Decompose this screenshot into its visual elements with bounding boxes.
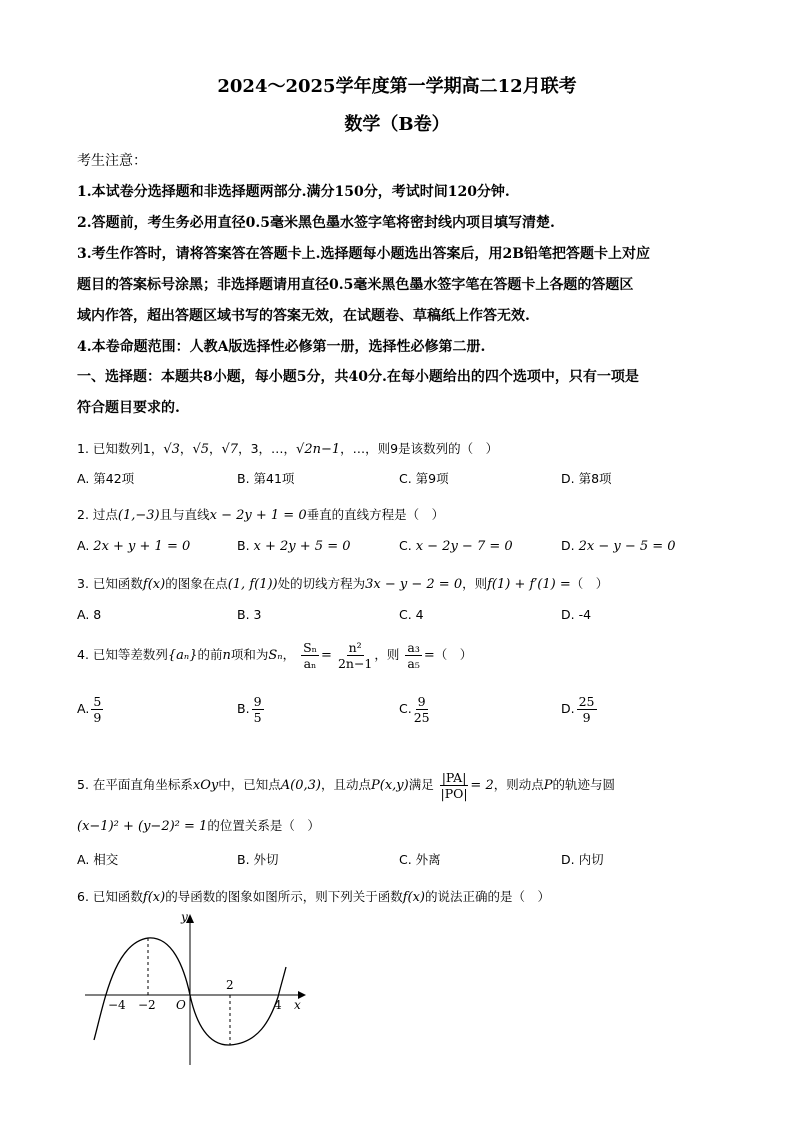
- q6-prefix: 6. 已知函数: [77, 889, 143, 904]
- q5-mid2: ，且动点: [320, 777, 371, 792]
- q4-n: n: [222, 648, 231, 663]
- q4-ratio-num: Sₙ: [303, 640, 318, 655]
- q4-option-d-den: 9: [582, 710, 591, 725]
- q1-suffix: ，…，则9是该数列的（ ）: [340, 441, 499, 456]
- q4-suffix: （ ）: [434, 647, 473, 662]
- q4-target-fraction: [405, 640, 421, 671]
- y-label: y: [181, 910, 188, 924]
- notice-item-1: 1.本试卷分选择题和非选择题两部分.满分150分，考试时间120分钟.: [77, 184, 510, 200]
- q4-eq: =: [321, 648, 332, 663]
- q1-option-c: C. 第9项: [399, 471, 449, 486]
- q5-p: P: [543, 778, 553, 793]
- q4-option-b-num: 9: [253, 694, 262, 709]
- exam-subtitle: 数学（B卷）: [344, 114, 450, 135]
- q3-option-a: A. 8: [77, 607, 102, 622]
- q4-option-d-fraction: [577, 694, 597, 725]
- q3-option-c: C. 4: [399, 607, 424, 622]
- q5-point-a: A(0,3): [280, 778, 321, 793]
- q5-option-d: D. 内切: [561, 852, 604, 867]
- exam-title: 2024～2025学年度第一学期高二12月联考: [217, 76, 577, 97]
- q4-value-num: n²: [348, 640, 362, 655]
- q4-ratio-fraction: [301, 640, 319, 671]
- q1-option-a: A. 第42项: [77, 471, 135, 486]
- q4-sequence: {aₙ}: [167, 648, 198, 663]
- q1-sqrt5: √5: [192, 442, 209, 457]
- tick-label-4: 4: [274, 998, 282, 1012]
- section-line-1: 一、选择题：本题共8小题，每小题5分，共40分.在每小题给出的四个选项中，只有一项是: [77, 369, 639, 385]
- section-heading: [77, 362, 722, 424]
- q4-ratio-den: aₙ: [303, 656, 317, 671]
- q2-option-c-label: C.: [399, 538, 412, 553]
- question-2-stem: [77, 505, 444, 523]
- q1-sqrt7: √7: [221, 442, 239, 457]
- q4-option-d-label: D.: [561, 701, 575, 716]
- q1-prefix: 1. 已知数列1，: [77, 441, 164, 456]
- q1-option-d: D. 第8项: [561, 471, 612, 486]
- q3-suffix: （ ）: [570, 576, 609, 591]
- q6-fx2: f(x): [402, 890, 426, 905]
- notice-item-3a: 3.考生作答时，请将答案答在答题卡上.选择题每小题选出答案后，用2B铅笔把答题卡上对应: [77, 246, 651, 262]
- q6-suffix: 的说法正确的是（ ）: [425, 889, 551, 904]
- notice-block: [77, 146, 722, 363]
- tick-label-2: 2: [226, 978, 234, 992]
- q3-option-b: B. 3: [237, 607, 262, 622]
- origin-label: O: [176, 998, 186, 1012]
- q5-mid3: 满足: [408, 777, 434, 792]
- notice-heading: 考生注意：: [77, 153, 147, 169]
- q2-option-c-math: x − 2y − 7 = 0: [415, 539, 513, 554]
- q1-sqrt3: √3: [163, 442, 180, 457]
- q4-option-d: [561, 694, 599, 725]
- q1-sep1: ，: [179, 441, 193, 456]
- q2-point: (1,−3): [117, 508, 160, 523]
- notice-item-4: 4.本卷命题范围：人教A版选择性必修第一册，选择性必修第二册.: [77, 339, 486, 355]
- question-3-stem: [77, 574, 608, 592]
- q4-eq2: =: [423, 648, 435, 663]
- q4-target-den: a₅: [407, 656, 420, 671]
- q5-ratio-num: |PA|: [441, 770, 467, 785]
- q4-mid3: ，则: [374, 647, 400, 662]
- notice-item-3b: 题目的答案标号涂黑；非选择题请用直径0.5毫米黑色墨水签字笔在答题卡上各题的答题区: [77, 277, 634, 293]
- q2-mid: 且与直线: [159, 507, 210, 522]
- q1-sqrt-general: √2n−1: [296, 442, 341, 457]
- q4-option-a-den: 9: [93, 710, 102, 725]
- q4-option-a-fraction: [91, 694, 103, 725]
- q3-tangent-eq: 3x − y − 2 = 0: [365, 577, 463, 592]
- q2-option-d: [561, 538, 676, 554]
- question-4-stem: [77, 640, 472, 671]
- x-label: x: [294, 998, 301, 1012]
- q4-option-d-num: 25: [578, 694, 595, 709]
- tick-label-neg4: −4: [108, 998, 126, 1012]
- q5-prefix: 5. 在平面直角坐标系: [77, 777, 193, 792]
- q6-fx: f(x): [142, 890, 166, 905]
- q2-prefix: 2. 过点: [77, 507, 118, 522]
- q2-line: x − 2y + 1 = 0: [209, 508, 307, 523]
- q4-option-a-num: 5: [93, 694, 102, 709]
- q3-option-d: D. -4: [561, 607, 592, 622]
- q5-point-p: P(x,y): [371, 778, 409, 793]
- question-5-stem: [77, 770, 615, 801]
- q2-suffix: 垂直的直线方程是（ ）: [306, 507, 445, 522]
- q5-suffix: 的轨迹与圆: [552, 777, 615, 792]
- q4-option-b-label: B.: [237, 701, 250, 716]
- q2-option-a: [77, 538, 190, 554]
- q4-option-a: [77, 694, 105, 725]
- question-6-stem: [77, 887, 550, 905]
- q1-mid: ，3，…，: [238, 441, 297, 456]
- q5-ratio-den: |PO|: [440, 786, 468, 801]
- q4-option-a-label: A.: [77, 701, 90, 716]
- q3-expression: f(1) + f′(1) =: [487, 577, 571, 592]
- q2-option-c: [399, 538, 513, 554]
- q5-option-c: C. 外离: [399, 852, 441, 867]
- q5-ratio-fraction: [440, 770, 469, 801]
- q5-xOy: xOy: [192, 778, 219, 793]
- q2-option-a-math: 2x + y + 1 = 0: [93, 539, 191, 554]
- q2-option-a-label: A.: [77, 538, 90, 553]
- q4-option-b: [237, 694, 266, 725]
- q3-mid2: 处的切线方程为: [277, 576, 366, 591]
- q4-option-c-fraction: [414, 694, 430, 725]
- question-1-stem: [77, 439, 498, 457]
- q2-option-b-label: B.: [237, 538, 250, 553]
- tick-label-neg2: −2: [138, 998, 156, 1012]
- q4-mid2: 项和为: [230, 647, 269, 662]
- q4-Sn: Sₙ: [268, 648, 283, 663]
- q2-option-b-math: x + 2y + 5 = 0: [253, 539, 351, 554]
- q5-mid4: ，则动点: [493, 777, 544, 792]
- notice-item-2: 2.答题前，考生务必用直径0.5毫米黑色墨水签字笔将密封线内项目填写清楚.: [77, 215, 555, 231]
- q5-option-b: B. 外切: [237, 852, 279, 867]
- q5-circle-eq: (x−1)² + (y−2)² = 1: [77, 819, 208, 834]
- q5-option-a: A. 相交: [77, 852, 119, 867]
- q3-point: (1, f(1)): [227, 577, 278, 592]
- q4-option-c-den: 25: [413, 710, 430, 725]
- q4-value-fraction: [338, 640, 372, 671]
- notice-item-3c: 域内作答，超出答题区域书写的答案无效，在试题卷、草稿纸上作答无效.: [77, 308, 530, 324]
- q4-option-c-label: C.: [399, 701, 412, 716]
- q5-line2-suffix: 的位置关系是（ ）: [207, 818, 320, 833]
- section-line-2: 符合题目要求的.: [77, 400, 180, 416]
- q4-sep: ，: [282, 647, 296, 662]
- q3-prefix: 3. 已知函数: [77, 576, 143, 591]
- q4-option-b-fraction: [252, 694, 264, 725]
- q4-value-den: 2n−1: [337, 656, 373, 671]
- q3-mid3: ，则: [462, 576, 488, 591]
- q3-fx: f(x): [142, 577, 166, 592]
- q4-mid1: 的前: [197, 647, 223, 662]
- q4-option-b-den: 5: [253, 710, 262, 725]
- q2-option-d-math: 2x − y − 5 = 0: [578, 539, 676, 554]
- q6-mid: 的导函数的图象如图所示，则下列关于函数: [165, 889, 403, 904]
- q4-option-c-num: 9: [417, 694, 426, 709]
- q4-option-c: [399, 694, 432, 725]
- q5-eq: = 2: [470, 778, 494, 793]
- q3-mid1: 的图象在点: [165, 576, 228, 591]
- q1-sep2: ，: [209, 441, 222, 456]
- q4-prefix: 4. 已知等差数列: [77, 647, 168, 662]
- q1-option-b: B. 第41项: [237, 471, 295, 486]
- q2-option-d-label: D.: [561, 538, 575, 553]
- q4-target-num: a₃: [407, 640, 420, 655]
- q5-mid1: 中，已知点: [218, 777, 281, 792]
- derivative-graph: [80, 905, 310, 1070]
- q2-option-b: [237, 538, 351, 554]
- question-5-line2: [77, 816, 320, 834]
